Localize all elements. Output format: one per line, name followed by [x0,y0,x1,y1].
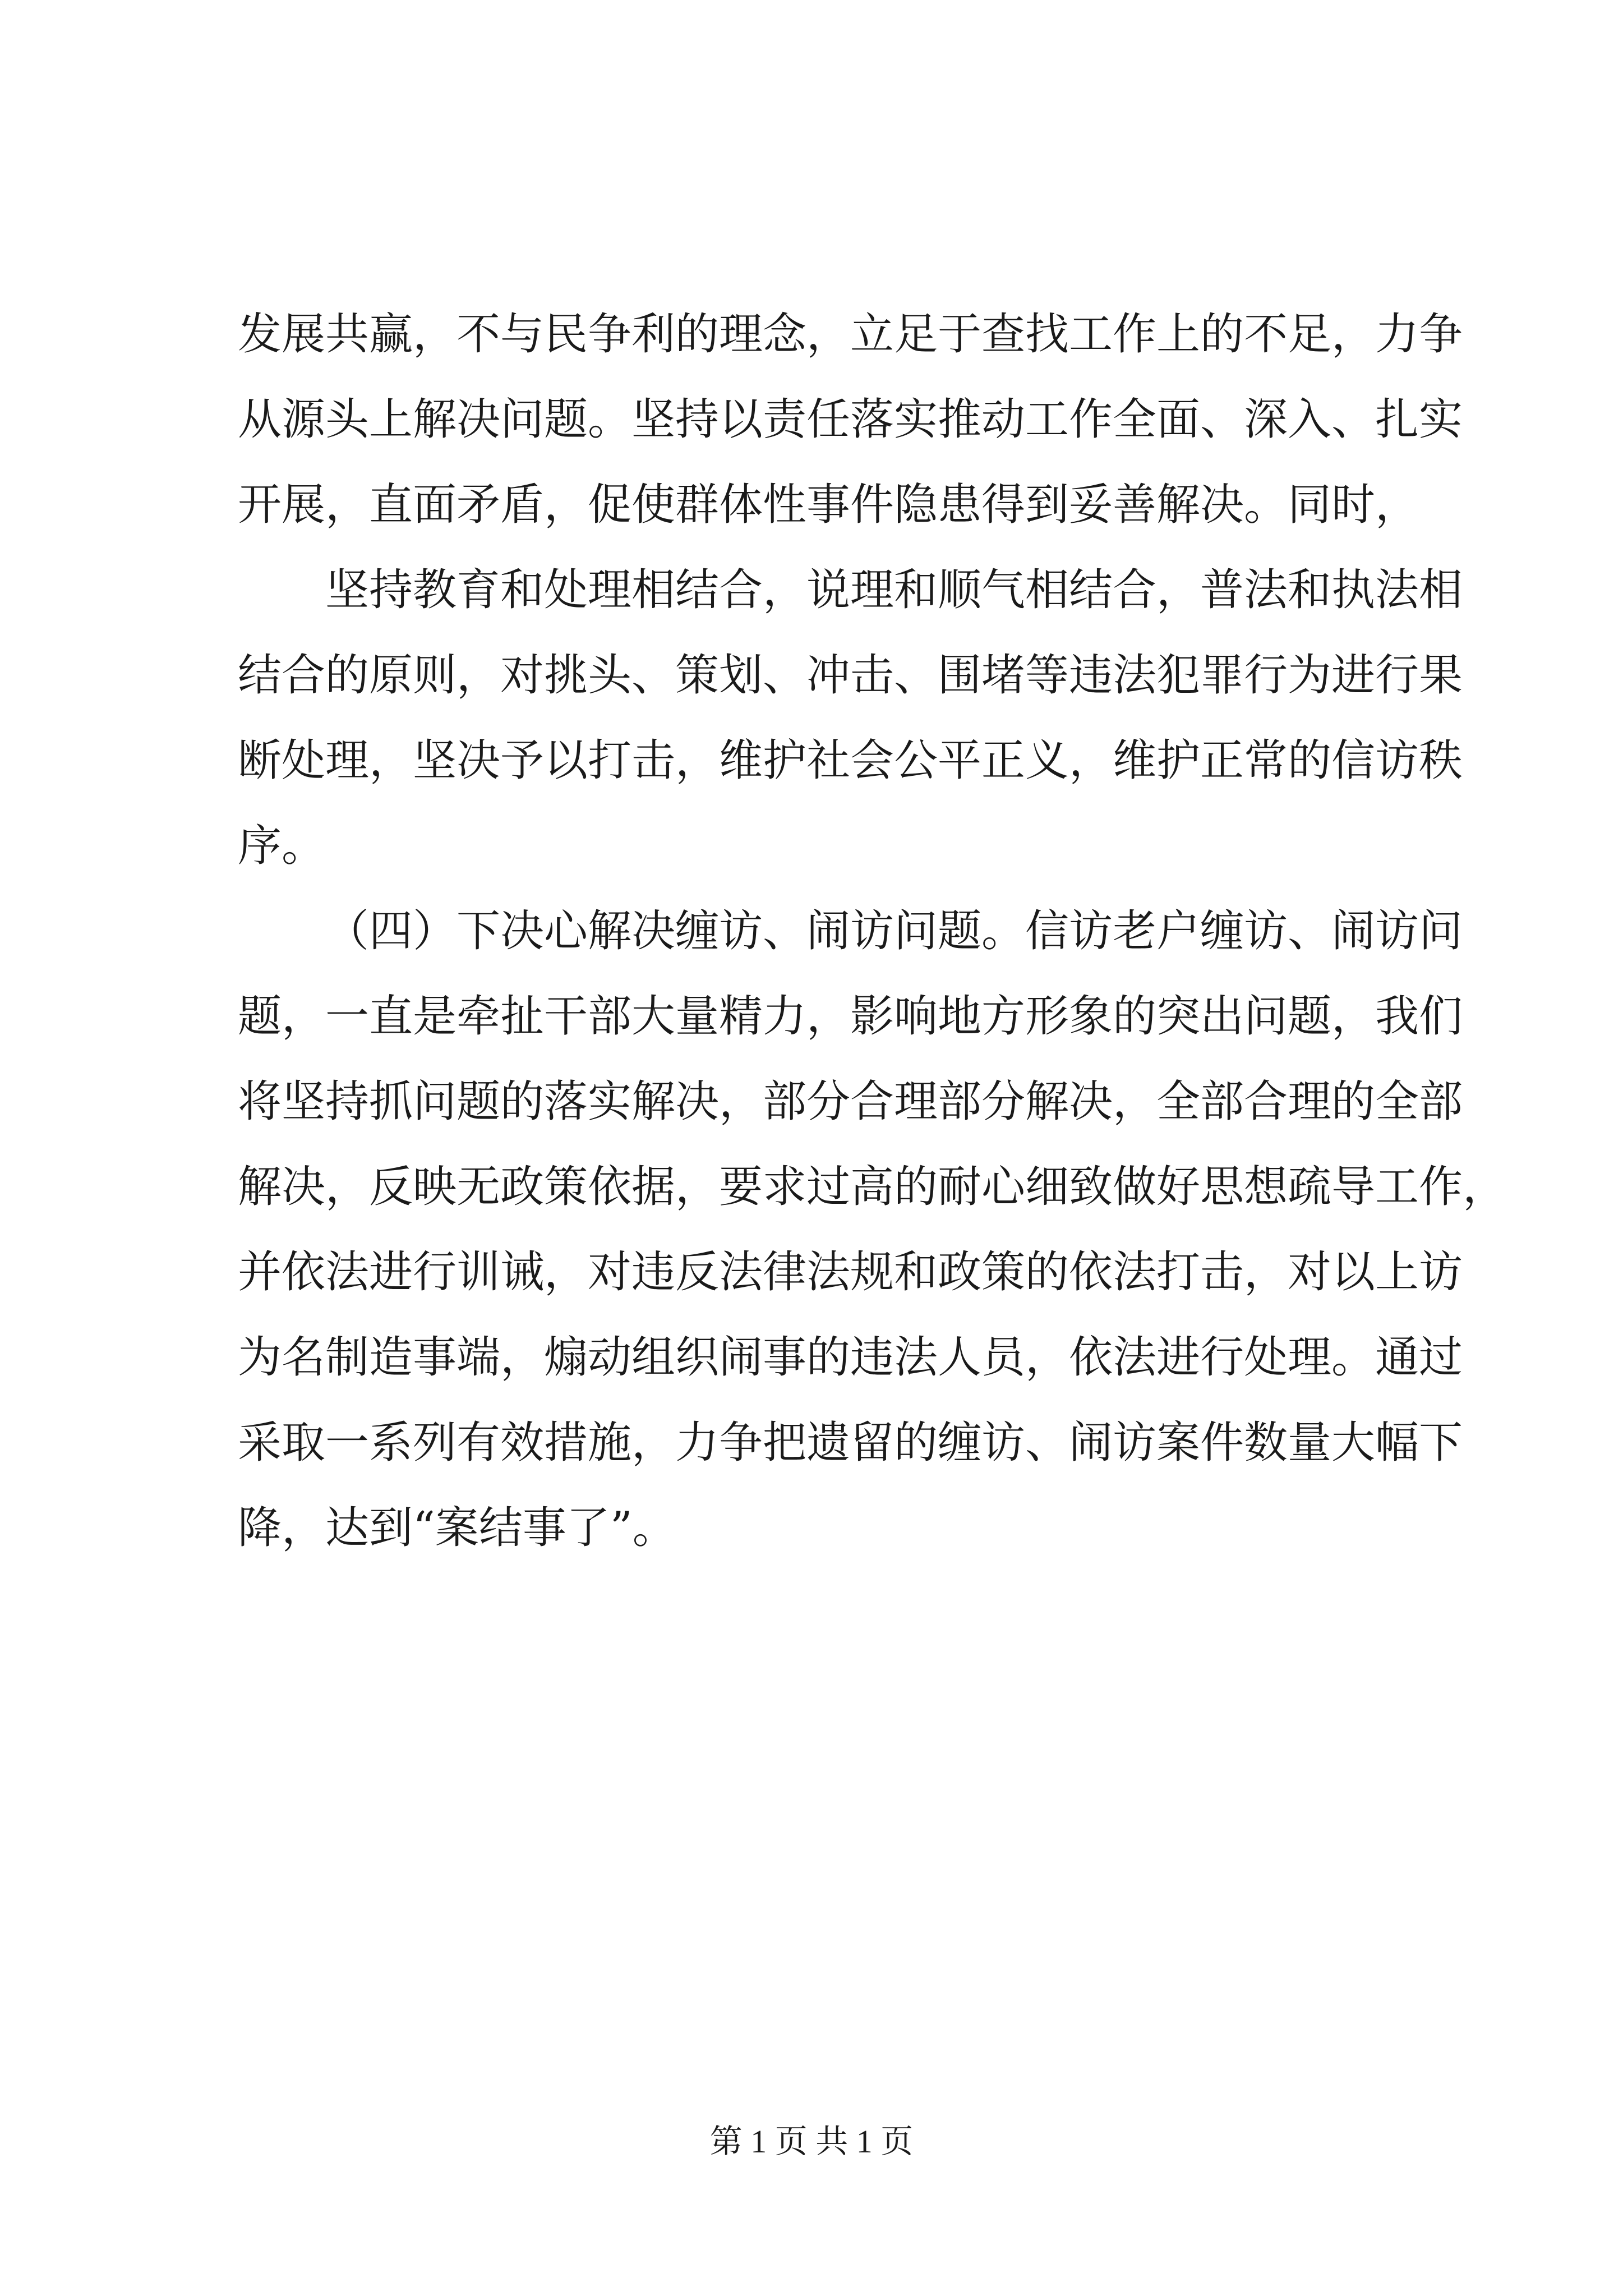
paragraph-2 [238,547,1463,889]
paragraph-line: 并依法进行训诫，对违反法律法规和政策的依法打击，对以上访 [238,1247,1463,1297]
paragraph-3 [238,889,1507,1571]
paragraph-line: 降，达到“案结事了”。 [238,1503,676,1553]
paragraph-line: 从源头上解决问题。坚持以责任落实推动工作全面、深入、扎实 [238,394,1463,445]
page-number-label: 第 1 页 共 1 页 [709,2123,914,2160]
document-body [238,292,1507,1571]
paragraph-line: 坚持教育和处理相结合，说理和顺气相结合，普法和执法相 [325,565,1463,615]
paragraph-line: 题，一直是牵扯干部大量精力，影响地方形象的突出问题，我们 [238,991,1463,1042]
paragraph-line: 将坚持抓问题的落实解决，部分合理部分解决，全部合理的全部 [238,1076,1463,1127]
paragraph-line: 结合的原则，对挑头、策划、冲击、围堵等违法犯罪行为进行果 [238,650,1463,701]
page-footer [0,2115,1623,2162]
paragraph-line: （四）下决心解决缠访、闹访问题。信访老户缠访、闹访问 [325,906,1463,956]
paragraph-line: 序。 [238,821,326,871]
paragraph-1 [238,292,1463,547]
paragraph-line: 采取一系列有效措施，力争把遗留的缠访、闹访案件数量大幅下 [238,1418,1463,1468]
paragraph-line: 断处理，坚决予以打击，维护社会公平正义，维护正常的信访秩 [238,735,1463,786]
paragraph-line: 开展，直面矛盾，促使群体性事件隐患得到妥善解决。同时， [238,480,1419,530]
paragraph-line: 发展共赢，不与民争利的理念，立足于查找工作上的不足，力争 [238,309,1463,360]
paragraph-line: 解决，反映无政策依据，要求过高的耐心细致做好思想疏导工作， [238,1162,1507,1212]
paragraph-line: 为名制造事端，煽动组织闹事的违法人员，依法进行处理。通过 [238,1332,1463,1383]
